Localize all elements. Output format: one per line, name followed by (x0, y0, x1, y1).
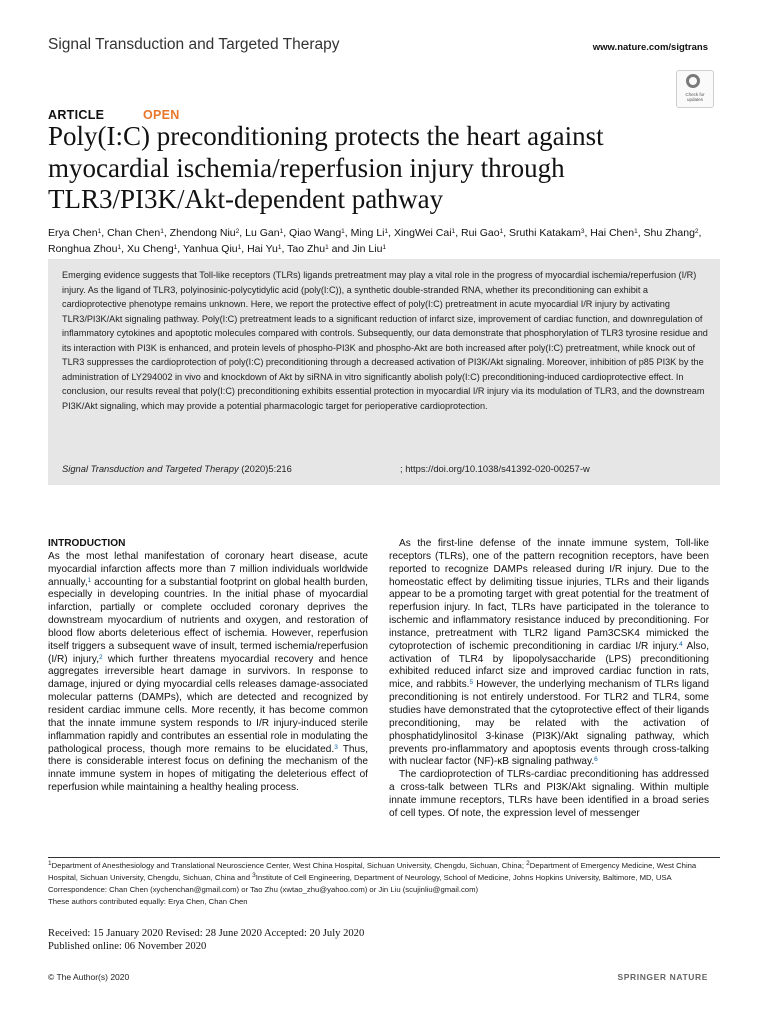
received-dates: Received: 15 January 2020 Revised: 28 June 2020 Accepted: 20 July 2020 (48, 928, 365, 939)
author-separator: , (637, 227, 644, 239)
author-separator: , (281, 242, 288, 255)
author-separator: , (177, 242, 183, 255)
author-name: Ming Li (350, 227, 385, 239)
publisher-logo: SPRINGER NATURE (617, 972, 708, 982)
intro-right-column (389, 538, 709, 821)
author-separator: , (388, 227, 394, 239)
author-separator: , (163, 227, 170, 239)
author-name: Zhendong Niu (169, 227, 236, 239)
author-separator: and (328, 242, 353, 255)
reference-link[interactable]: 5 (469, 679, 474, 687)
author-affiliation-marker: 1 (341, 228, 345, 235)
author-name: Shu Zhang (643, 227, 695, 239)
author-affiliation-marker: 1 (634, 228, 638, 235)
author-separator: , (283, 227, 290, 239)
author-separator: , (101, 227, 108, 239)
check-for-updates-label: Check for updates (685, 92, 705, 102)
author-separator: , (503, 227, 510, 239)
author-affiliation-marker: 1 (237, 243, 242, 251)
check-for-updates-icon (686, 74, 700, 88)
author-name: Yanhua Qiu (182, 242, 238, 255)
copyright: © The Author(s) 2020 (48, 972, 130, 982)
intro-paragraph-1: As the most lethal manifestation of coronary heart disease, acute myocardial infarction affects more than 7 million individuals worldwide annually,$^1$ accounting for a substantial footprint on global health burden, especially in developing countries. In the initial phase of myocardial infarction, partially or complete occluded coronary deprives the downstream myocardium of nutrients and oxygen, and restoration of blood flow aborts deleterious effect of ischemia. However, reperfusion itself triggers a subsequent wave of insult, termed ischemia/reperfusion (I/R) injury,$^2$ which further threatens myocardial recovery and hence aggregates irreversible heart damage in survivors. In response to damage, injured or dying myocardial cells releases damage-associated molecular patterns (DAMPs), which are detected and recognized by resident cardiac immune cells. More recently, it has become common that the innate immune system responds to I/R injury-induced sterile inflammation rapidly and contributes an essential role in modulating the pathological process, though more remains to be elucidated.$^3$ Thus, there is considerable interest focus on defining the mechanism of the innate immune system in hopes of mitigating the deleterious effect of reperfusion while maintaining a healthy healing process. (48, 550, 369, 794)
author-list (48, 226, 728, 257)
author-affiliation-marker: 1 (382, 243, 387, 251)
publication-dates (48, 927, 364, 953)
check-for-updates-badge[interactable] (676, 70, 714, 108)
journal-url-link[interactable]: www.nature.com/sigtrans (592, 42, 708, 53)
reference-link[interactable]: 2 (99, 653, 103, 661)
journal-name: Signal Transduction and Targeted Therapy (48, 36, 340, 53)
author-affiliation-marker: 3 (580, 228, 585, 235)
author-separator: , (241, 242, 248, 255)
intro-paragraph-3: The cardioprotection of TLRs-cardiac preconditioning has addressed a cross-talk between TLRs and PI3K/Akt signaling. Within multiple innate immune receptors, TLRs have been identified in a broad series of cell types. Of note, the expression level of messenger (389, 769, 709, 819)
author-separator: , (698, 227, 702, 239)
author-name: Hai Yu (247, 242, 278, 255)
author-affiliation-marker: 2 (235, 228, 240, 235)
author-name: Lu Gan (245, 227, 280, 239)
author-separator: , (455, 227, 462, 239)
author-name: Qiao Wang (289, 227, 342, 239)
affiliations: $^1$Department of Anesthesiology and Translational Neuroscience Center, West China Hospital, Sichuan University, Chengdu, Sichuan, China; $^2$Department of Emergency Medicine, West China Hospital, Sichuan University, Chengdu, Sichuan, China and $^3$Institute of Cell Engineering, Department of Neurology, School of Medicine, Johns Hopkins University, Baltimore, MD, USA (48, 860, 697, 882)
author-affiliation-marker: 1 (97, 228, 102, 235)
doi-link[interactable]: ; https://doi.org/10.1038/s41392-020-00257-w (400, 463, 590, 474)
intro-heading: INTRODUCTION (48, 538, 126, 549)
author-name: Erya Chen (48, 227, 98, 239)
author-name: Hai Chen (590, 227, 635, 239)
author-affiliation-marker: 1 (277, 243, 282, 251)
author-name: Tao Zhu (287, 242, 326, 255)
author-name: Jin Liu (352, 242, 383, 255)
author-name: Sruthi Katakam (509, 227, 581, 239)
author-separator: , (121, 242, 127, 255)
citation-journal: Signal Transduction and Targeted Therapy (62, 463, 239, 474)
author-separator: , (584, 227, 591, 239)
author-affiliation-marker: 1 (117, 243, 122, 251)
author-name: Rui Gao (461, 227, 500, 239)
footnotes (48, 860, 720, 908)
citation (62, 463, 292, 474)
open-access-label: OPEN (143, 108, 180, 122)
author-affiliation-marker: 1 (279, 228, 284, 235)
author-affiliation-marker: 2 (694, 228, 699, 235)
author-name: XingWei Cai (393, 227, 452, 239)
equal-contribution-note: These authors contributed equally: Erya Chen, Chan Chen (48, 897, 248, 906)
correspondence: Correspondence: Chan Chen (xychenchan@gmail.com) or Tao Zhu (xwtao_zhu@yahoo.com) or Jin Liu (scujinliu@gmail.com) (48, 885, 479, 894)
author-affiliation-marker: 1 (173, 243, 178, 251)
reference-link[interactable]: 1 (87, 576, 92, 584)
article-title: Poly(I:C) preconditioning protects the heart against myocardial ischemia/reperfusion injury through TLR3/PI3K/Akt-dependent pathway (48, 121, 604, 214)
author-affiliation-marker: 1 (160, 228, 164, 235)
reference-link[interactable]: 4 (678, 640, 683, 648)
author-name: Chan Chen (107, 227, 161, 239)
abstract-text: Emerging evidence suggests that Toll-like receptors (TLRs) ligands pretreatment may play a vital role in the progress of myocardial ischemia/reperfusion (I/R) injury. As the ligand of TLR3, polyinosinic-polycytidylic acid (poly(I:C)), a synthetic double-stranded RNA, whether its preconditioning can exhibit a cardioprotective phenotype remains unknown. Here, we report the protective effect of poly(I:C) pretreatment in acute myocardial I/R injury by activating TLR3/PI3K/Akt signaling pathway. Poly(I:C) pretreatment leads to a significant reduction of infarct size, improvement of cardiac function, and downregulation of inflammatory cytokines and apoptotic molecules compared with controls. Subsequently, our data demonstrate that phosphorylation of TLR3 tyrosine residue and its interaction with PI3K is enhanced, and protein levels of phospho-PI3K and phospho-Akt are both increased after poly(I:C) pretreatment, while knock out of TLR3 suppresses the cardioprotection of poly(I:C) preconditioning through a decreased activation of PI3K/Akt signaling. Moreover, inhibition of p85 PI3K by the administration of LY294002 in vivo and knockdown of Akt by siRNA in vitro significantly abolish poly(I:C) preconditioning-induced cardioprotective effect. In conclusion, our results reveal that poly(I:C) preconditioning exhibits essential protection in myocardial I/R injury via its modulation of TLR3, and the downstream PI3K/Akt signaling, which may provide a potential pharmacologic target for perioperative cardioprotection. (62, 270, 708, 411)
author-affiliation-marker: 1 (384, 228, 389, 235)
reference-link[interactable]: 6 (594, 756, 598, 764)
author-name: Ronghua Zhou (48, 242, 118, 255)
footnote-divider (48, 857, 720, 858)
published-date: Published online: 06 November 2020 (48, 941, 207, 952)
author-separator: , (239, 227, 246, 239)
author-affiliation-marker: 1 (325, 243, 329, 251)
author-affiliation-marker: 1 (499, 228, 504, 235)
intro-paragraph-2: As the first-line defense of the innate immune system, Toll-like receptors (TLRs), one of the pattern recognition receptors, have been reported to recognize DAMPs released during I/R injury. Due to the homeostatic effect by delimiting tissue injuries, TLRs and their ligands appear to be a promoting target with great potential for the treatment of reperfusion injury. In fact, TLRs have participated in the tolerance to ischemic and inflammatory resistance induced by preconditioning. For instance, pretreatment with TLR2 ligand Pam3CSK4 mimicked the cytoprotection of ischemic preconditioning in cardiac I/R injury.$^4$ Also, activation of TLR4 by lipopolysaccharide (LPS) preconditioning exhibited reduced infarct size and improved cardiac function in rats, mice, and rabbits.$^5$ However, the underlying mechanism of TLRs ligand preconditioning is not entirely understood. For TLR2 and TLR4, some studies have demonstrated that the cytoprotective effect of their ligands preconditioning, may be related with the activation of phosphatidylinositol 3-kinase (PI3K)/Akt signaling pathway, which prevents pro-inflammatory and apoptosis events through cross-talking with nuclear factor (NF)-κB signaling pathway.$^6$ (389, 538, 709, 768)
citation-volume: (2020)5:216 (241, 463, 292, 474)
author-separator: , (344, 227, 351, 239)
article-type-label: ARTICLE (48, 108, 105, 122)
intro-left-column (48, 538, 368, 795)
reference-link[interactable]: 3 (334, 743, 338, 751)
author-affiliation-marker: 1 (451, 228, 456, 235)
author-name: Xu Cheng (126, 242, 174, 255)
